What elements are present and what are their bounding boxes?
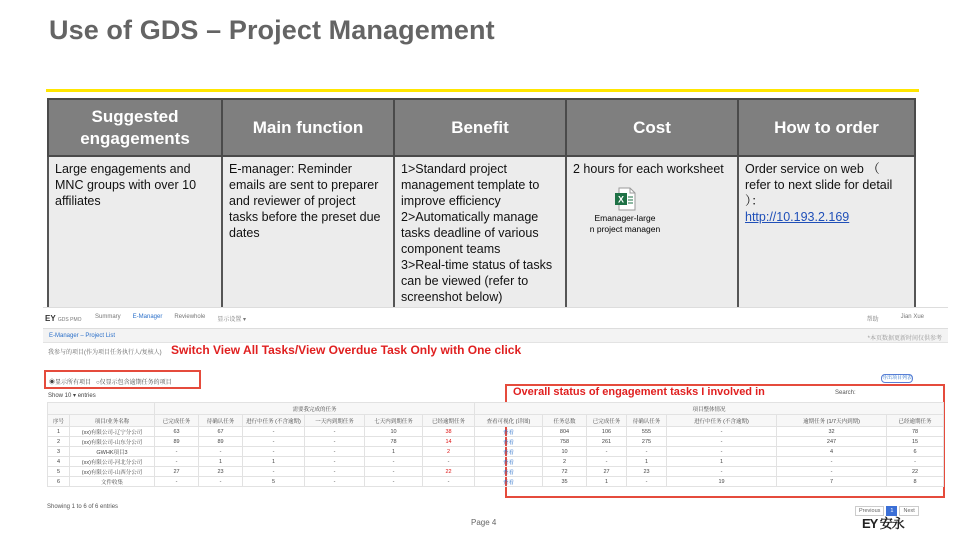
- table-cell: 275: [627, 437, 667, 447]
- table-cell: 22: [887, 467, 944, 477]
- emanager-screenshot: [43, 307, 948, 517]
- table-cell: 1: [627, 457, 667, 467]
- table-row: [48, 467, 944, 477]
- pager-previous[interactable]: Previous: [855, 506, 884, 516]
- table-cell: -: [305, 447, 365, 457]
- column-header[interactable]: 进行中任务 (不含逾期): [243, 415, 305, 427]
- table-cell: -: [423, 457, 475, 467]
- breadcrumb-note: *本页数据更新时间仅供参考: [867, 336, 942, 342]
- table-cell: (xx)有限公司-辽宁分公司: [70, 427, 155, 437]
- group-my-tasks: 需要我完成的任务: [155, 403, 475, 415]
- screenshot-user-area: [867, 314, 948, 323]
- help-link[interactable]: 帮助: [866, 316, 879, 323]
- table-cell: -: [243, 437, 305, 447]
- benefit-text: 1>Standard project management template to improve efficiency 2>Automatically manage tasks deadline of various component teams 3>Real-time status of tasks can be viewed (refer to screenshot below): [401, 162, 553, 304]
- export-button[interactable]: 导出项目列表: [882, 375, 913, 381]
- table-cell: 63: [155, 427, 199, 437]
- table-cell: -: [667, 447, 777, 457]
- table-cell: -: [155, 457, 199, 467]
- cell-main-function: [222, 156, 394, 310]
- table-cell: 5: [48, 467, 70, 477]
- column-header[interactable]: 逾期任务 (1/7天内到期): [777, 415, 887, 427]
- table-cell: 89: [155, 437, 199, 447]
- table-cell: -: [587, 457, 627, 467]
- table-cell: -: [667, 427, 777, 437]
- svg-text:X: X: [617, 194, 625, 205]
- group-header-row: [48, 403, 944, 415]
- table-row: [48, 477, 944, 487]
- header-cost: Cost: [566, 99, 738, 156]
- view-link[interactable]: 查看: [475, 477, 543, 487]
- column-header[interactable]: 已经逾期任务: [887, 415, 944, 427]
- table-cell: (xx)有限公司-河北分公司: [70, 457, 155, 467]
- table-cell: -: [627, 447, 667, 457]
- column-header[interactable]: 序号: [48, 415, 70, 427]
- table-cell: 5: [243, 477, 305, 487]
- screenshot-filter-row: [43, 343, 948, 357]
- view-options-box: [44, 370, 201, 389]
- cell-benefit: [394, 156, 566, 310]
- table-cell: 35: [543, 477, 587, 487]
- table-cell: 27: [155, 467, 199, 477]
- column-header[interactable]: 查看可视化 (详图): [475, 415, 543, 427]
- cell-suggested: [48, 156, 222, 310]
- user-name[interactable]: Jian Xue: [900, 313, 924, 320]
- table-cell: 23: [627, 467, 667, 477]
- cost-text: 2 hours for each worksheet: [573, 162, 724, 176]
- table-row: [48, 457, 944, 467]
- view-link[interactable]: 查看: [475, 437, 543, 447]
- table-cell: 4: [777, 447, 887, 457]
- table-cell: 1: [365, 447, 423, 457]
- screenshot-topbar: [43, 308, 948, 329]
- table-cell: 8: [887, 477, 944, 487]
- table-cell: -: [423, 477, 475, 487]
- table-cell: 15: [887, 437, 944, 447]
- table-cell: -: [667, 437, 777, 447]
- table-cell: -: [155, 477, 199, 487]
- table-cell: -: [887, 457, 944, 467]
- table-row: [48, 437, 944, 447]
- table-cell: -: [627, 477, 667, 487]
- screenshot-breadcrumb: [43, 329, 948, 343]
- header-benefit: Benefit: [394, 99, 566, 156]
- engagement-table: [47, 98, 916, 311]
- excel-attachment-label: Emanager-large n project managen: [589, 213, 661, 234]
- table-cell: 32: [777, 427, 887, 437]
- filter-prefix: 我参与的项目(作为项目任务执行人/复核人): [48, 350, 162, 356]
- column-header[interactable]: 待确认任务: [199, 415, 243, 427]
- table-cell: -: [587, 447, 627, 457]
- column-header[interactable]: 待确认任务: [627, 415, 667, 427]
- table-cell: -: [155, 447, 199, 457]
- table-cell: -: [667, 467, 777, 477]
- order-text: Order service on web （ refer to next slide for detail ）：: [745, 162, 893, 208]
- page-number: Page 4: [471, 518, 497, 527]
- switch-view-annotation: Switch View All Tasks/View Overdue Task Only with One click: [171, 343, 522, 357]
- table-cell: -: [777, 467, 887, 477]
- view-link[interactable]: 查看: [475, 427, 543, 437]
- nav-display-settings[interactable]: 显示设置 ▾: [217, 316, 247, 323]
- table-cell: 14: [423, 437, 475, 447]
- column-header[interactable]: 已经逾期任务: [423, 415, 475, 427]
- table-cell: 6: [48, 477, 70, 487]
- screenshot-logo: EY GDS PMO: [45, 313, 82, 323]
- table-cell: -: [777, 457, 887, 467]
- column-header[interactable]: 已完成任务: [155, 415, 199, 427]
- table-cell: -: [305, 427, 365, 437]
- order-link[interactable]: http://10.193.2.169: [745, 210, 850, 224]
- suggested-text: Large engagements and MNC groups with over 10 affiliates: [55, 162, 197, 208]
- table-cell: -: [365, 457, 423, 467]
- table-cell: 10: [365, 427, 423, 437]
- table-cell: 7: [777, 477, 887, 487]
- table-cell: 23: [199, 467, 243, 477]
- entries-footer: Showing 1 to 6 of 6 entries: [47, 504, 119, 510]
- table-cell: -: [305, 477, 365, 487]
- table-row: [48, 427, 944, 437]
- view-link[interactable]: 查看: [475, 467, 543, 477]
- table-cell: 1: [48, 427, 70, 437]
- column-header[interactable]: 已完成任务: [587, 415, 627, 427]
- table-cell: 1: [199, 457, 243, 467]
- table-cell: -: [243, 427, 305, 437]
- table-row: [48, 447, 944, 457]
- table-cell: 1: [587, 477, 627, 487]
- table-cell: 6: [887, 447, 944, 457]
- table-cell: -: [305, 437, 365, 447]
- title-divider: [46, 89, 919, 92]
- table-header-row: [48, 99, 915, 156]
- table-cell: -: [305, 457, 365, 467]
- cell-cost: [566, 156, 738, 310]
- nav-reviewhole[interactable]: Reviewhole: [174, 313, 206, 320]
- table-cell: 27: [587, 467, 627, 477]
- main-function-text: E-manager: Reminder emails are sent to preparer and reviewer of project tasks before the preset due dates: [229, 162, 381, 240]
- table-cell: (xx)有限公司-山东分公司: [70, 437, 155, 447]
- table-row: [48, 156, 915, 310]
- table-cell: 19: [667, 477, 777, 487]
- excel-attachment[interactable]: [581, 187, 669, 235]
- table-cell: -: [199, 477, 243, 487]
- table-cell: -: [199, 447, 243, 457]
- table-cell: 4: [48, 457, 70, 467]
- table-cell: 67: [199, 427, 243, 437]
- table-cell: 78: [365, 437, 423, 447]
- screenshot-nav: [95, 314, 246, 323]
- column-header[interactable]: 七天内到期任务: [365, 415, 423, 427]
- pager-next[interactable]: Next: [899, 506, 918, 516]
- table-cell: 89: [199, 437, 243, 447]
- table-cell: -: [243, 467, 305, 477]
- table-cell: 22: [423, 467, 475, 477]
- table-cell: 758: [543, 437, 587, 447]
- view-link[interactable]: 查看: [475, 447, 543, 457]
- table-cell: 72: [543, 467, 587, 477]
- column-header[interactable]: 进行中任务 (不含逾期): [667, 415, 777, 427]
- table-cell: -: [243, 447, 305, 457]
- column-header[interactable]: 项目/业务名称: [70, 415, 155, 427]
- cell-how-to-order: [738, 156, 915, 310]
- table-cell: (xx)有限公司-山西分公司: [70, 467, 155, 477]
- option-all-projects[interactable]: ◉显示所有项目: [49, 380, 92, 386]
- table-cell: 804: [543, 427, 587, 437]
- nav-summary[interactable]: Summary: [95, 313, 121, 320]
- table-cell: 2: [48, 437, 70, 447]
- header-how-to-order: How to order: [738, 99, 915, 156]
- table-cell: -: [365, 477, 423, 487]
- breadcrumb-text: E-Manager – Project List: [49, 333, 116, 339]
- header-suggested-engagements: Suggested engagements: [48, 99, 222, 156]
- table-cell: 261: [587, 437, 627, 447]
- show-entries[interactable]: Show 10 ▾ entries: [48, 393, 96, 399]
- table-cell: 3: [48, 447, 70, 457]
- table-cell: GWHK项目3: [70, 447, 155, 457]
- table-cell: 106: [587, 427, 627, 437]
- table-cell: 1: [667, 457, 777, 467]
- group-project-overall: 项目整体情况: [475, 403, 944, 415]
- column-header[interactable]: 一天内到期任务: [305, 415, 365, 427]
- option-overdue-only[interactable]: ○仅显示包含逾期任务的项目: [96, 380, 172, 386]
- table-cell: 555: [627, 427, 667, 437]
- column-header-row: [48, 415, 944, 427]
- table-cell: 247: [777, 437, 887, 447]
- overall-status-annotation: Overall status of engagement tasks I involved in: [513, 386, 765, 398]
- table-cell: 38: [423, 427, 475, 437]
- ey-logo: EY 安永: [862, 516, 904, 531]
- column-header[interactable]: 任务总数: [543, 415, 587, 427]
- table-cell: 2: [543, 457, 587, 467]
- table-cell: 1: [243, 457, 305, 467]
- project-list-table: [47, 402, 944, 487]
- table-cell: 文件收集: [70, 477, 155, 487]
- slide-title: Use of GDS – Project Management: [49, 15, 495, 45]
- excel-file-icon: [614, 187, 636, 211]
- table-cell: -: [365, 467, 423, 477]
- search-label: Search:: [835, 390, 856, 396]
- header-main-function: Main function: [222, 99, 394, 156]
- table-cell: 78: [887, 427, 944, 437]
- view-link[interactable]: 查看: [475, 457, 543, 467]
- table-cell: 2: [423, 447, 475, 457]
- pager-page-1[interactable]: 1: [886, 506, 897, 516]
- table-cell: 10: [543, 447, 587, 457]
- nav-emanager[interactable]: E-Manager: [132, 313, 163, 320]
- table-cell: -: [305, 467, 365, 477]
